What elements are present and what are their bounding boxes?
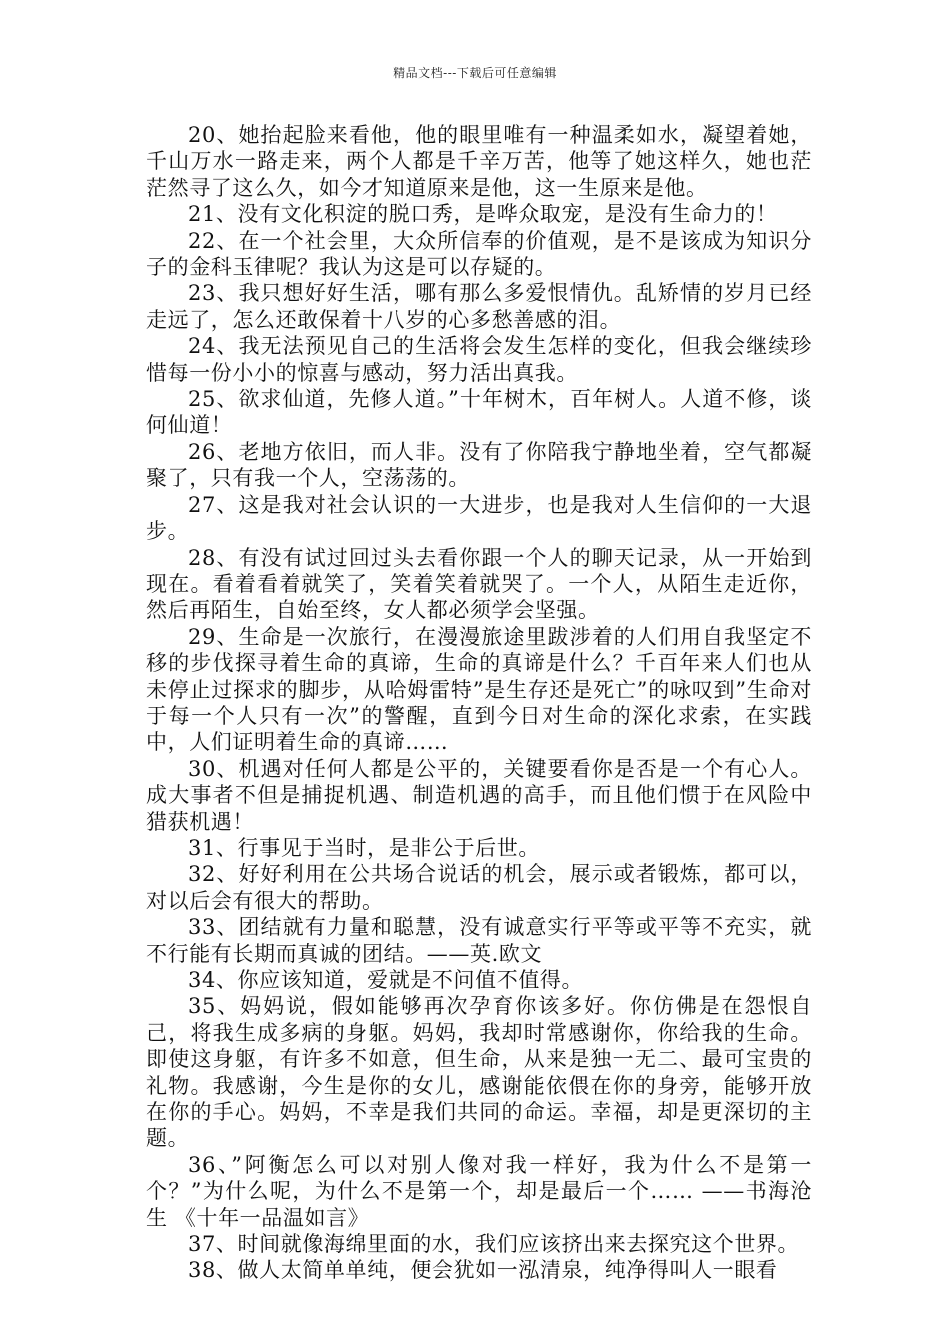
paragraph-21: 21、没有文化积淀的脱口秀，是哗众取宠，是没有生命力的！ xyxy=(188,202,778,227)
paragraph-24: 24、我无法预见自己的生活将会发生怎样的变化，但我会继续珍惜每一份小小的惊喜与感动，努力活出真我。 xyxy=(146,334,812,385)
paragraph-36: 36、”阿衡怎么可以对别人像对我一样好，我为什么不是第一个？”为什么呢，为什么不是第一个，却是最后一个…… ——书海沧生 《十年一品温如言》 xyxy=(146,1152,812,1230)
paragraph-29: 29、生命是一次旅行，在漫漫旅途里跋涉着的人们用自我坚定不移的步伐探寻着生命的真谛，生命的真谛是什么？千百年来人们也从未停止过探求的脚步，从哈姆雷特”是生存还是死亡”的咏叹到”生命对于每一个人只有一次”的警醒，直到今日对生命的深化求索，在实践中，人们证明着生命的真谛…… xyxy=(146,624,812,755)
document-body xyxy=(146,122,812,1284)
paragraph-38: 38、做人太简单单纯，便会犹如一泓清泉，纯净得叫人一眼看 xyxy=(188,1258,778,1283)
paragraph-32: 32、好好利用在公共场合说话的机会，展示或者锻炼，都可以，对以后会有很大的帮助。 xyxy=(146,862,812,913)
paragraph-33: 33、团结就有力量和聪慧，没有诚意实行平等或平等不充实，就不行能有长期而真诚的团结。——英.欧文 xyxy=(146,915,812,966)
paragraph-27: 27、这是我对社会认识的一大进步，也是我对人生信仰的一大退步。 xyxy=(146,492,812,544)
paragraph-20: 20、她抬起脸来看他，他的眼里唯有一种温柔如水，凝望着她，千山万水一路走来，两个人都是千辛万苦，他等了她这样久，她也茫茫然寻了这么久，如今才知道原来是他，这一生原来是他。 xyxy=(146,123,812,200)
paragraph-31: 31、行事见于当时，是非公于后世。 xyxy=(188,835,540,860)
paragraph-28: 28、有没有试过回过头去看你跟一个人的聊天记录，从一开始到现在。看着看着就笑了，笑着笑着就哭了。一个人，从陌生走近你，然后再陌生，自始至终，女人都必须学会坚强。 xyxy=(146,545,812,623)
paragraph-26: 26、老地方依旧，而人非。没有了你陪我宁静地坐着，空气都凝聚了，只有我一个人，空荡荡的。 xyxy=(146,439,812,491)
paragraph-25: 25、欲求仙道，先修人道。”十年树木，百年树人。人道不修，谈何仙道！ xyxy=(146,387,812,438)
paragraph-22: 22、在一个社会里，大众所信奉的价值观，是不是该成为知识分子的金科玉律呢？我认为这是可以存疑的。 xyxy=(146,228,812,280)
page-header: 精品文档---下载后可任意编辑 xyxy=(393,66,557,80)
paragraph-37: 37、时间就像海绵里面的水，我们应该挤出来去探究这个世界。 xyxy=(188,1232,800,1257)
paragraph-30: 30、机遇对任何人都是公平的，关键要看你是否是一个有心人。成大事者不但是捕捉机遇、制造机遇的高手，而且他们惯于在风险中猎获机遇！ xyxy=(146,756,812,834)
paragraph-34: 34、你应该知道，爱就是不问值不值得。 xyxy=(188,968,584,992)
paragraph-35: 35、妈妈说，假如能够再次孕育你该多好。你仿佛是在怨恨自己，将我生成多病的身躯。妈妈，我却时常感谢你，你给我的生命。即使这身躯，有许多不如意，但生命，从来是独一无二、最可宝贵的礼物。我感谢，今生是你的女儿，感谢能依偎在你的身旁，能够开放在你的手心。妈妈，不幸是我们共同的命运。幸福，却是更深切的主题。 xyxy=(146,994,812,1151)
paragraph-23: 23、我只想好好生活，哪有那么多爱恨情仇。乱矫情的岁月已经走远了，怎么还敢保着十八岁的心多愁善感的泪。 xyxy=(146,281,812,332)
